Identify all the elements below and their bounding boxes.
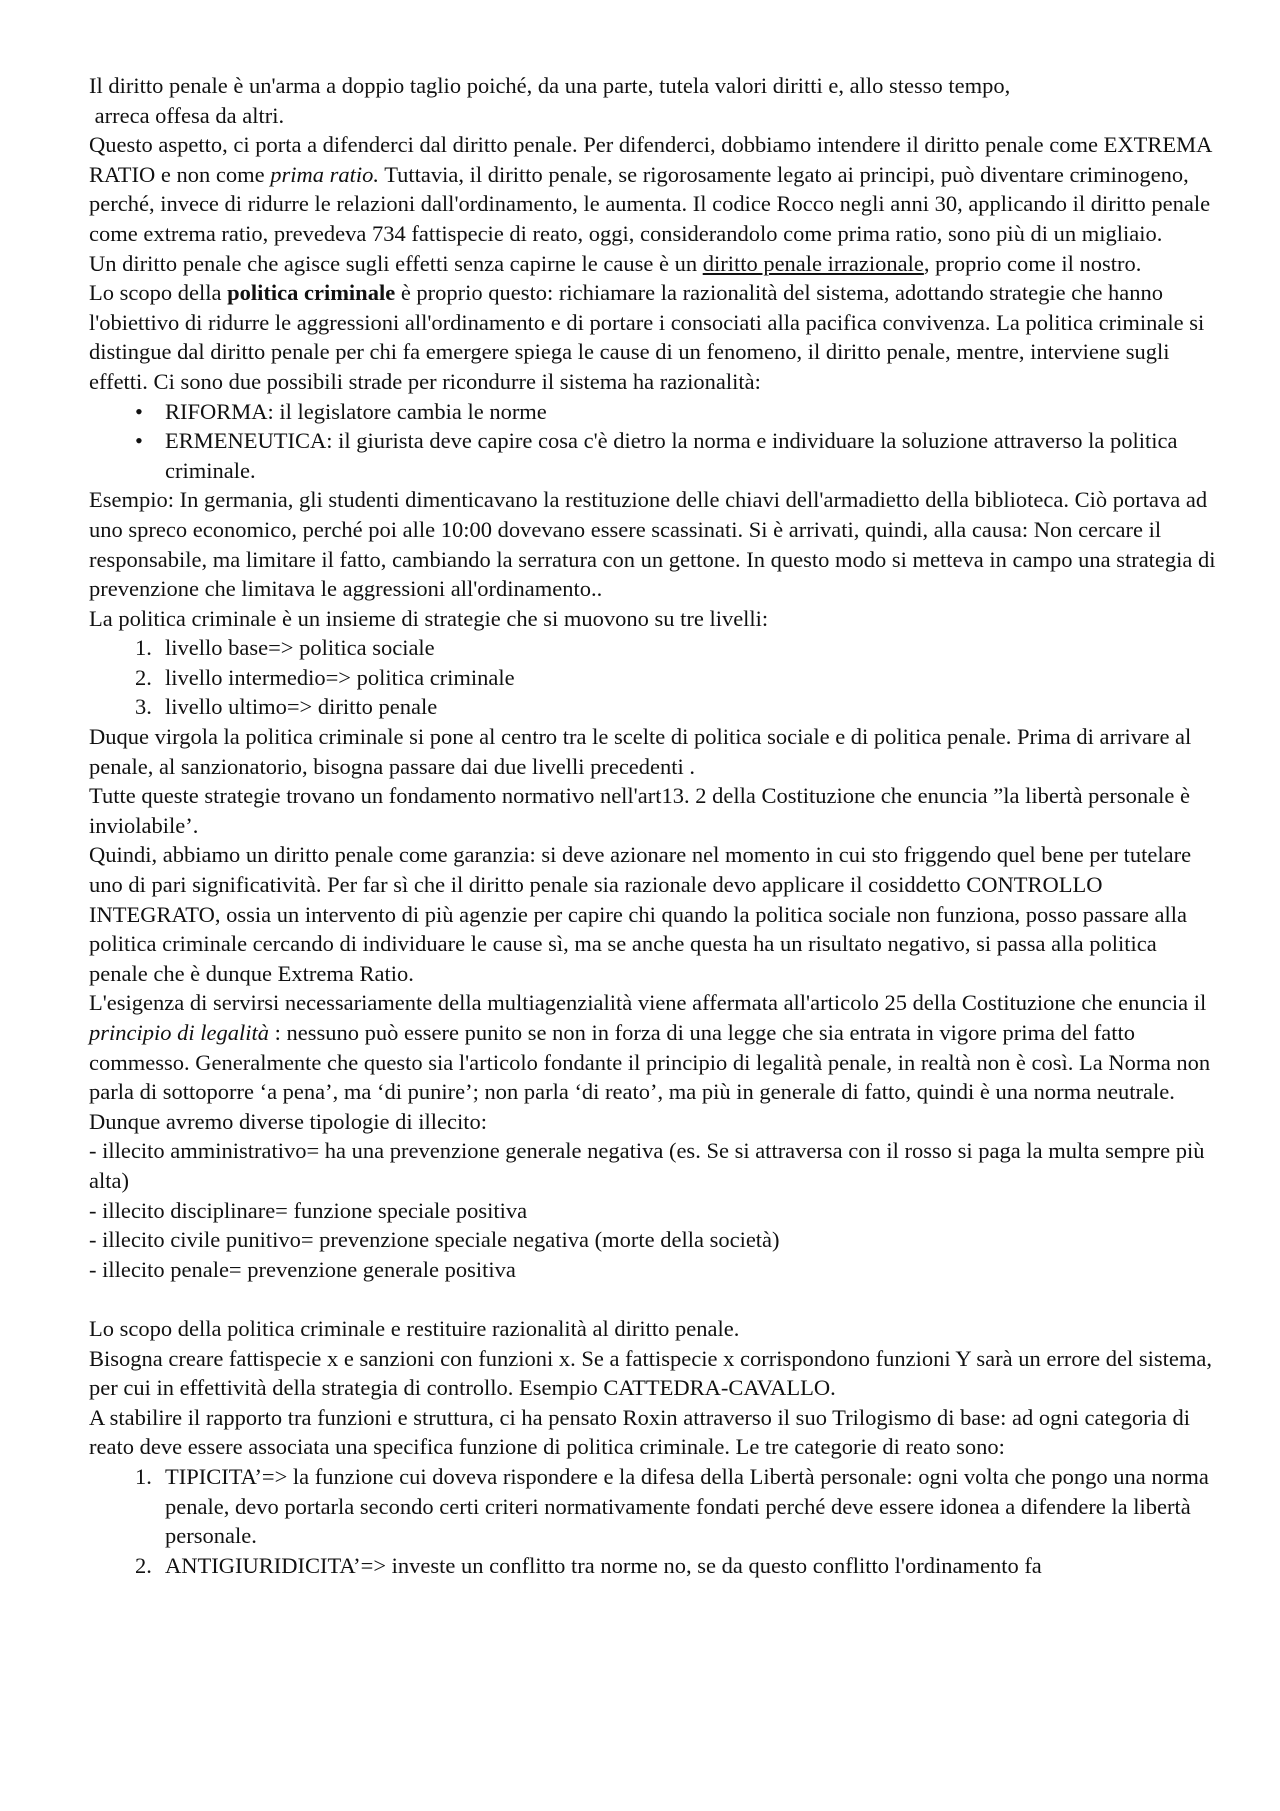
illecito-item: - illecito civile punitivo= prevenzione speciale negativa (morte della società): [89, 1227, 780, 1253]
paragraph-4: [89, 278, 1220, 396]
paragraph-1-line-2: arreca offesa da altri.: [89, 102, 285, 128]
paragraph-8: Tutte queste strategie trovano un fondamento normativo nell'art13. 2 della Costituzione che enuncia ”la libertà personale è inviolabile’.: [89, 783, 1191, 838]
list-item-text: TIPICITA’=> la funzione cui doveva rispondere e la difesa della Libertà personale: ogni volta che pongo una norma penale, devo portarla secondo certi criteri normativamente fondati perché deve essere idonea a difendere la libertà personale.: [165, 1463, 1209, 1549]
list-item: [135, 692, 1220, 722]
paragraph-11: Dunque avremo diverse tipologie di illecito:: [89, 1108, 488, 1134]
bullet-marker: •: [135, 428, 143, 454]
paragraph-2-text-b: Tuttavia, il diritto penale, se rigorosamente legato ai principi, può diventare criminogeno, perché, invece di ridurre le relazioni dall'ordinamento, le aumenta. Il codice Rocco negli anni 30, applicando il diritto penale come extrema ratio, prevedeva 734 fattispecie di reato, oggi, considerandolo come prima ratio, sono più di un migliaio.: [89, 161, 1211, 246]
levels-numbered-list: [89, 633, 1220, 722]
illecito-item: - illecito penale= prevenzione generale positiva: [89, 1256, 516, 1282]
paragraph-7: Duque virgola la politica criminale si pone al centro tra le scelte di politica sociale e di politica penale. Prima di arrivare al penale, al sanzionatorio, bisogna passare dai due livelli precedenti .: [89, 724, 1192, 779]
number-marker: 1.: [135, 1463, 152, 1489]
number-marker: 2.: [135, 664, 152, 690]
paragraph-10-text-b: : nessuno può essere punito se non in forza di una legge che sia entrata in vigore prima del fatto commesso. Generalmente che questo sia l'articolo fondante il principio di legalità penale, in realtà non è così. La Norma non parla di sottoporre ‘a pena’, ma ‘di punire’; non parla ‘di reato’, ma più in generale di fatto, quindi è una norma neutrale.: [89, 1020, 1211, 1105]
paragraph-12: Lo scopo della politica criminale e restituire razionalità al diritto penale.: [89, 1315, 740, 1341]
list-item: [135, 1462, 1220, 1551]
paragraph-4-text-a: Lo scopo della: [89, 280, 228, 306]
paragraph-4-text-b: è proprio questo: richiamare la razionalità del sistema, adottando strategie che hanno l'obiettivo di ridurre le aggressioni all'ordinamento e di portare i consociati alla pacifica convivenza. La politica criminale si distingue dal diritto penale per chi fa emergere spiega le cause di un fenomeno, il diritto penale, mentre, interviene sugli effetti. Ci sono due possibili strade per ricondurre il sistema ha razionalità:: [89, 280, 1205, 394]
list-item-text: ERMENEUTICA: il giurista deve capire cosa c'è dietro la norma e individuare la soluzione attraverso la politica criminale.: [165, 428, 1178, 483]
categories-numbered-list: [89, 1462, 1220, 1580]
criminal-policy-bold: politica criminale: [227, 280, 396, 306]
illecito-item: - illecito amministrativo= ha una prevenzione generale negativa (es. Se si attraversa con il rosso si paga la multa sempre più alta): [89, 1138, 1205, 1193]
list-item-text: ANTIGIURIDICITA’=> investe un conflitto tra norme no, se da questo conflitto l'ordinamento fa: [165, 1552, 1042, 1578]
blank-line: [89, 1284, 1220, 1314]
paragraph-10-text-a: L'esigenza di servirsi necessariamente della multiagenzialità viene affermata all'articolo 25 della Costituzione che enuncia il: [89, 990, 1207, 1016]
paragraph-2-text-a: Questo aspetto, ci porta a difenderci dal diritto penale. Per difenderci, dobbiamo intendere il diritto penale come EXTREMA RATIO e non come: [89, 132, 1212, 187]
list-item-text: livello base=> politica sociale: [165, 635, 435, 661]
strategies-bullet-list: [89, 397, 1220, 486]
paragraph-6: La politica criminale è un insieme di strategie che si muovono su tre livelli:: [89, 605, 769, 631]
paragraph-3-text-a: Un diritto penale che agisce sugli effetti senza capirne le cause è un: [89, 250, 703, 276]
list-item: [135, 397, 1220, 427]
paragraph-14: A stabilire il rapporto tra funzioni e struttura, ci ha pensato Roxin attraverso il suo Trilogismo di base: ad ogni categoria di reato deve essere associata una specifica funzione di politica criminale. Le tre categorie di reato sono:: [89, 1404, 1191, 1460]
paragraph-5: Esempio: In germania, gli studenti dimenticavano la restituzione delle chiavi dell'armadietto della biblioteca. Ciò portava ad uno spreco economico, perché poi alle 10:00 dovevano essere scassinati. Si è arrivati, quindi, alla causa: Non cercare il responsabile, ma limitare il fatto, cambiando la serratura con un gettone. In questo modo si metteva in campo una strategia di prevenzione che limitava le aggressioni all'ordinamento..: [89, 487, 1216, 602]
prima-ratio-italic: prima ratio.: [270, 161, 379, 187]
list-item-text: RIFORMA: il legislatore cambia le norme: [165, 398, 547, 424]
number-marker: 2.: [135, 1552, 152, 1578]
illecito-item: - illecito disciplinare= funzione speciale positiva: [89, 1197, 528, 1223]
paragraph-2: [89, 130, 1220, 248]
paragraph-3: [89, 249, 1220, 279]
list-item: [135, 1551, 1220, 1581]
paragraph-9: Quindi, abbiamo un diritto penale come garanzia: si deve azionare nel momento in cui sto friggendo quel bene per tutelare uno di pari significatività. Per far sì che il diritto penale sia razionale devo applicare il cosiddetto CONTROLLO INTEGRATO, ossia un intervento di più agenzie per capire chi quando la politica sociale non funziona, posso passare alla politica criminale cercando di individuare le cause sì, ma se anche questa ha un risultato negativo, si passa alla politica penale che è dunque Extrema Ratio.: [89, 842, 1192, 986]
irrational-penal-law-underline: diritto penale irrazionale: [702, 250, 924, 276]
bullet-marker: •: [135, 398, 143, 424]
list-item-text: livello intermedio=> politica criminale: [165, 664, 515, 690]
paragraph-3-text-b: , proprio come il nostro.: [923, 250, 1142, 276]
list-item-text: livello ultimo=> diritto penale: [165, 694, 438, 720]
paragraph-1: [89, 71, 1220, 130]
paragraph-1-line-1: Il diritto penale è un'arma a doppio taglio poiché, da una parte, tutela valori diritti e, allo stesso tempo,: [89, 73, 1011, 98]
paragraph-13: Bisogna creare fattispecie x e sanzioni con funzioni x. Se a fattispecie x corrispondono funzioni Y sarà un errore del sistema, per cui in effettività della strategia di controllo. Esempio CATTEDRA-CAVALLO.: [89, 1345, 1212, 1401]
number-marker: 3.: [135, 694, 152, 720]
paragraph-10: [89, 988, 1220, 1106]
list-item: [135, 426, 1220, 485]
list-item: [135, 633, 1220, 663]
legality-principle-italic: principio di legalità: [89, 1020, 269, 1045]
list-item: [135, 663, 1220, 693]
number-marker: 1.: [135, 635, 152, 661]
